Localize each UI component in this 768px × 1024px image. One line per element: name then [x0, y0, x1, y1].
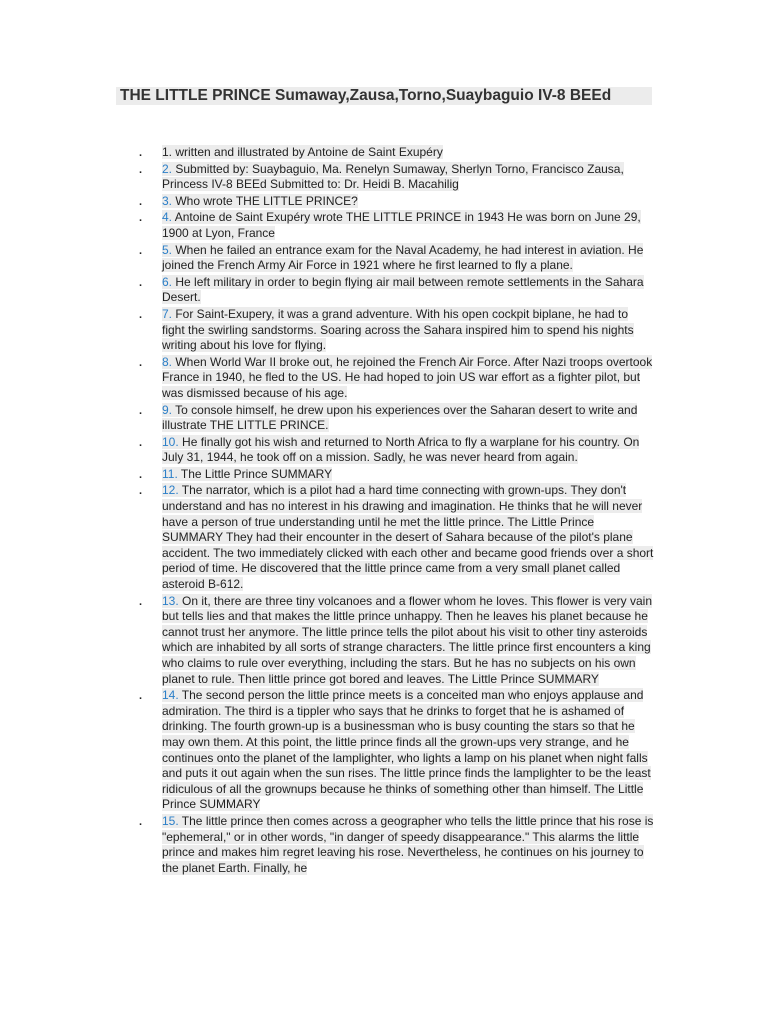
bullet-icon: .	[139, 468, 143, 481]
bullet-icon: .	[139, 163, 143, 176]
bullet-icon: .	[139, 595, 143, 608]
bullet-icon: .	[139, 436, 143, 449]
document-title: THE LITTLE PRINCE Sumaway,Zausa,Torno,Suaybaguio IV-8 BEEd	[116, 87, 652, 105]
item-number: 8.	[162, 354, 173, 369]
item-body: 1. written and illustrated by Antoine de Saint Exupéry	[162, 145, 443, 159]
item-body: On it, there are three tiny volcanoes and a flower whom he loves. This flower is very vain but tells lies and that makes the little prince unhappy. Then he leaves his planet because he cannot trust her anymore. The little prince tells the pilot about his visit to other tiny asteroids which are inhabited by all sorts of strange characters. The little prince first encounters a king who claims to rule over everything, including the stars. But he has no subjects on his own planet to rule. Then little prince got bored and leaves. The Little Prince SUMMARY	[162, 593, 653, 686]
slide-text-list	[139, 145, 654, 877]
list-item-text	[162, 307, 634, 352]
item-number: 5.	[162, 242, 173, 257]
list-item	[139, 243, 654, 274]
item-number: 15.	[162, 813, 179, 828]
item-body: He finally got his wish and returned to North Africa to fly a warplane for his country. On July 31, 1944, he took off on a mission. Sadly, he was never heard from again.	[162, 434, 640, 465]
list-item	[139, 688, 654, 813]
item-body: The narrator, which is a pilot had a hard time connecting with grown-ups. They don't understand and has no interest in his drawing and imagination. He thinks that he will never have a person of true understanding until he met the little prince. The Little Prince SUMMARY They had their encounter in the desert of Sahara because of the pilot's plane accident. The two immediately clicked with each other and became good friends over a short period of time. He discovered that the little prince came from a very small planet called asteroid B-612.	[162, 483, 654, 592]
list-item-text	[162, 355, 652, 400]
item-number: 10.	[162, 434, 179, 449]
item-body: Antoine de Saint Exupéry wrote THE LITTLE PRINCE in 1943 He was born on June 29, 1900 at Lyon, France	[162, 210, 641, 240]
bullet-icon: .	[139, 356, 143, 369]
list-item	[139, 275, 654, 306]
list-item	[139, 145, 654, 161]
item-number: 13.	[162, 593, 179, 608]
list-item-text	[162, 145, 443, 159]
list-item-text	[162, 194, 358, 208]
list-item	[139, 210, 654, 241]
item-number: 9.	[162, 402, 173, 417]
item-number: 11.	[162, 466, 178, 481]
list-item-text	[162, 243, 643, 273]
item-number: 4.	[162, 210, 173, 225]
item-body: Who wrote THE LITTLE PRINCE?	[172, 193, 358, 208]
bullet-icon: .	[139, 690, 143, 703]
bullet-icon: .	[139, 308, 143, 321]
bullet-icon: .	[139, 815, 143, 828]
bullet-icon: .	[139, 195, 143, 208]
list-item	[139, 814, 654, 876]
item-body: The second person the little prince meets is a conceited man who enjoys applause and admiration. The third is a tippler who says that he drinks to forget that he is ashamed of drinking. The fourth grown-up is a businessman who is busy counting the stars so that he may own them. At this point, the little prince finds all the grown-ups very strange, and he continues onto the planet of the lamplighter, who lights a lamp on his planet when night falls and puts it out again when the sun rises. The little prince finds the lamplighter to be the least ridiculous of all the grownups because he thinks of something other than himself. The Little Prince SUMMARY	[162, 688, 651, 812]
list-item	[139, 162, 654, 193]
bullet-icon: .	[139, 244, 143, 257]
list-item-text	[162, 483, 653, 591]
item-body: The little prince then comes across a geographer who tells the little prince that his rose is "ephemeral," or in other words, "in danger of speedy disappearance." This alarms the little prince and makes him regret leaving his rose. Nevertheless, he continues on his journey to the planet Earth. Finally, he	[162, 813, 654, 875]
item-body: When World War II broke out, he rejoined the French Air Force. After Nazi troops overtook France in 1940, he fled to the US. He had hoped to join US war effort as a fighter pilot, but was dismissed because of his age.	[162, 354, 653, 400]
list-item	[139, 435, 654, 466]
list-item-text	[162, 403, 637, 433]
list-item-text	[162, 467, 332, 481]
list-item	[139, 483, 654, 592]
list-item	[139, 594, 654, 688]
list-item	[139, 403, 654, 434]
list-item-text	[162, 435, 639, 465]
list-item	[139, 467, 654, 483]
bullet-icon: .	[139, 404, 143, 417]
item-number: 6.	[162, 274, 173, 289]
item-body: The Little Prince SUMMARY	[177, 466, 333, 481]
list-item-text	[162, 594, 652, 686]
item-number: 14.	[162, 688, 179, 703]
list-item-text	[162, 210, 641, 240]
list-item	[139, 194, 654, 210]
item-number: 2.	[162, 161, 173, 176]
bullet-icon: .	[139, 276, 143, 289]
bullet-icon: .	[139, 485, 143, 498]
item-number: 3.	[162, 193, 173, 208]
list-item-text	[162, 275, 644, 305]
bullet-icon: .	[139, 147, 143, 159]
list-item-text	[162, 688, 651, 811]
bullet-icon: .	[139, 212, 143, 225]
item-body: For Saint-Exupery, it was a grand adventure. With his open cockpit biplane, he had to fight the swirling sandstorms. Soaring across the Sahara inspired him to spend his nights writing about his love for flying.	[162, 306, 634, 353]
list-item	[139, 355, 654, 402]
item-body: Submitted by: Suaybaguio, Ma. Renelyn Sumaway, Sherlyn Torno, Francisco Zausa, Princess IV-8 BEEd Submitted to: Dr. Heidi B. Macahilig	[162, 161, 624, 192]
list-item	[139, 307, 654, 354]
item-number: 7.	[162, 306, 173, 321]
list-item-text	[162, 814, 653, 875]
item-number: 12.	[162, 483, 179, 498]
item-body: He left military in order to begin flying air mail between remote settlements in the Sahara Desert.	[162, 274, 644, 305]
item-body: When he failed an entrance exam for the Naval Academy, he had interest in aviation. He joined the French Army Air Force in 1921 where he first learned to fly a plane.	[162, 242, 644, 273]
item-body: To console himself, he drew upon his experiences over the Saharan desert to write and illustrate THE LITTLE PRINCE.	[162, 402, 638, 433]
list-item-text	[162, 162, 624, 192]
